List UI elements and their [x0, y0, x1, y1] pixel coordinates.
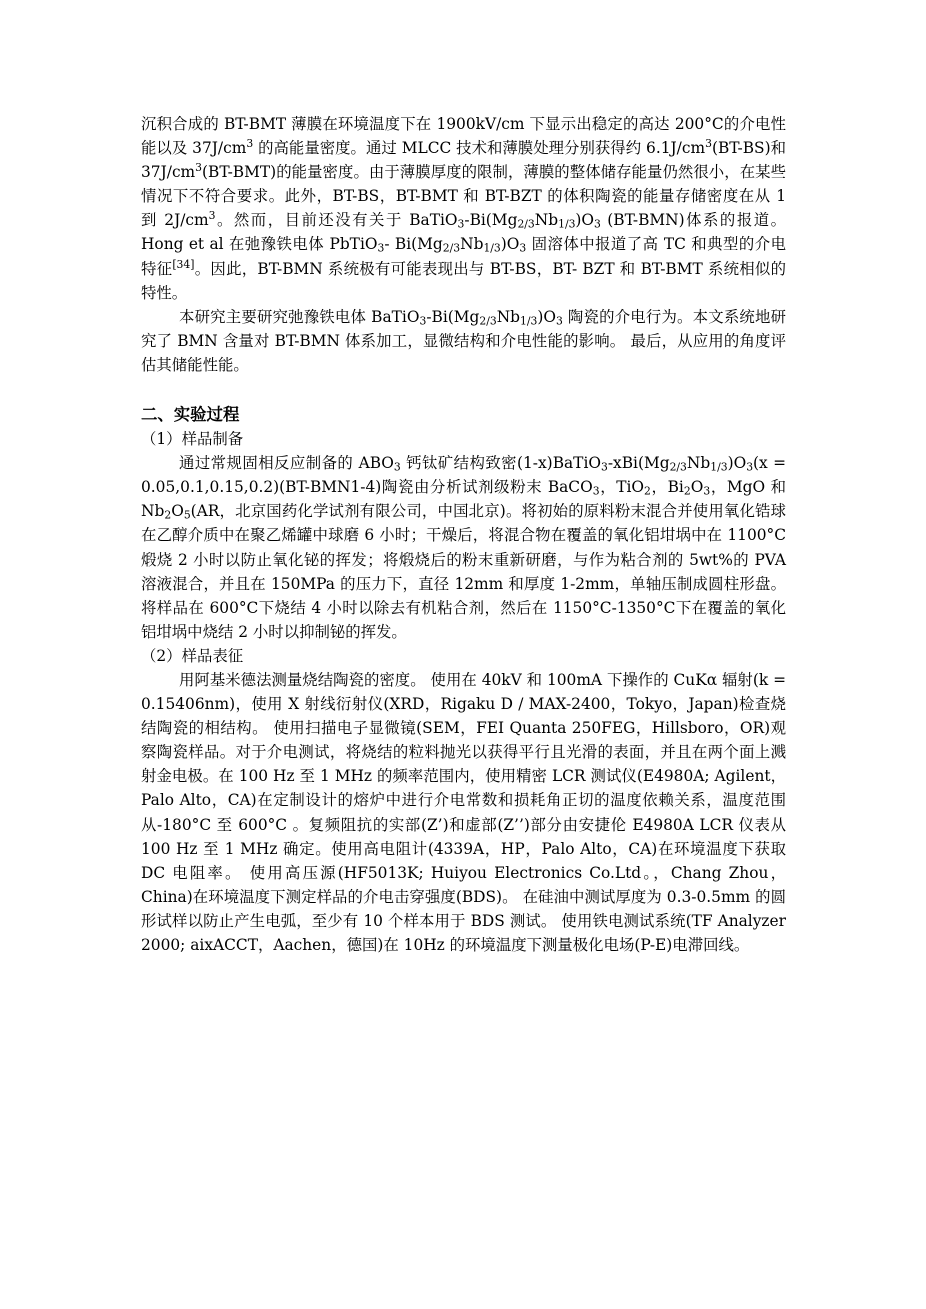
subsection-heading-preparation: （1）样品制备	[141, 430, 244, 449]
intro-paragraph-1: 沉积合成的 BT-BMT 薄膜在环境温度下在 1900kV/cm 下显示出稳定的高达 200°C的介电性能以及 $37J/cm^3$ 的高能量密度。通过 MLCC 技术和薄膜处理分别获得约 $6.1J/cm^3(BT-BS)$和 $37J/cm^3(BT-BMT)$的能量密度。由于薄膜厚度的限制，薄膜的整体储存能量仍然很小，在某些情况下不符合要求。此外，BT-BS，BT-BMT 和 BT-BZT 的体积陶瓷的能量存储密度在从 1 到 $2J/cm^3$。然而，目前还没有关于 $BaTiO_3-Bi(Mg_{2/3}Nb_{1/3})O_3$ (BT-BMN)体系的报道。Hong et al 在弛豫铁电体 PbTiO$_3$- $Bi(Mg_{2/3}Nb_{1/3})O_3$ 固溶体中报道了高 TC 和典型的介电特征[34]。因此，BT-BMN 系统极有可能表现出与 BT-BS，BT- BZT 和 BT-BMT 系统相似的特性。	[141, 115, 787, 302]
document-body	[141, 112, 786, 957]
preparation-paragraph: 通过常规固相反应制备的 $ABO_3$ 钙钛矿结构致密$(1-x)BaTiO_3-xBi(Mg_{2/3}Nb_{1/3})O_3(x = 0.05,0.1,0.15,0.2)(BT-BMN1-4)$陶瓷由分析试剂级粉末 BaCO$_3$，TiO$_2$，$Bi_2O_3$，MgO 和 $Nb_2O_5(AR$，北京国药化学试剂有限公司，中国北京)。将初始的原料粉末混合并使用氧化锆球在乙醇介质中在聚乙烯罐中球磨 6 小时；干燥后，将混合物在覆盖的氧化铝坩埚中在 1100°C煅烧 2 小时以防止氧化铋的挥发；将煅烧后的粉末重新研磨，与作为粘合剂的 5wt%的 PVA 溶液混合，并且在 150MPa 的压力下，直径 12mm 和厚度 1-2mm，单轴压制成圆柱形盘。 将样品在 600°C下烧结 4 小时以除去有机粘合剂，然后在 1150°C-1350°C下在覆盖的氧化铝坩埚中烧结 2 小时以抑制铋的挥发。	[141, 454, 787, 641]
subsection-heading-characterization: （2）样品表征	[141, 646, 244, 665]
characterization-paragraph: 用阿基米德法测量烧结陶瓷的密度。 使用在 40kV 和 100mA 下操作的 CuKα 辐射(k = 0.15406nm)，使用 X 射线衍射仪(XRD，Rigaku D / MAX-2400，Tokyo，Japan)检查烧结陶瓷的相结构。 使用扫描电子显微镜(SEM，FEI Quanta 250FEG，Hillsboro，OR)观察陶瓷样品。对于介电测试，将烧结的粒料抛光以获得平行且光滑的表面，并且在两个面上溅射金电极。在 100 Hz 至 1 MHz 的频率范围内，使用精密 LCR 测试仪(E4980A; Agilent，Palo Alto，CA)在定制设计的熔炉中进行介电常数和损耗角正切的温度依赖关系，温度范围从-180°C 至 600°C 。复频阻抗的实部(Z’)和虚部(Z’’)部分由安捷伦 E4980A LCR 仪表从 100 Hz 至 1 MHz 确定。使用高电阻计(4339A，HP，Palo Alto，CA)在环境温度下获取 DC 电阻率。 使用高压源(HF5013K; Huiyou Electronics Co.Ltd。，Chang Zhou，China)在环境温度下测定样品的介电击穿强度(BDS)。 在硅油中测试厚度为 0.3-0.5mm 的圆形试样以防止产生电弧，至少有 10 个样本用于 BDS 测试。 使用铁电测试系统(TF Analyzer 2000; aixACCT，Aachen，德国)在 10Hz 的环境温度下测量极化电场(P-E)电滞回线。	[141, 670, 786, 954]
intro-paragraph-2: 本研究主要研究弛豫铁电体 $BaTiO_3-Bi(Mg_{2/3}Nb_{1/3})O_3$ 陶瓷的介电行为。本文系统地研究了 BMN 含量对 BT-BMN 体系加工，显微结构和介电性能的影响。 最后，从应用的角度评估其储能性能。	[141, 307, 786, 374]
section-heading: 二、实验过程	[141, 405, 240, 425]
